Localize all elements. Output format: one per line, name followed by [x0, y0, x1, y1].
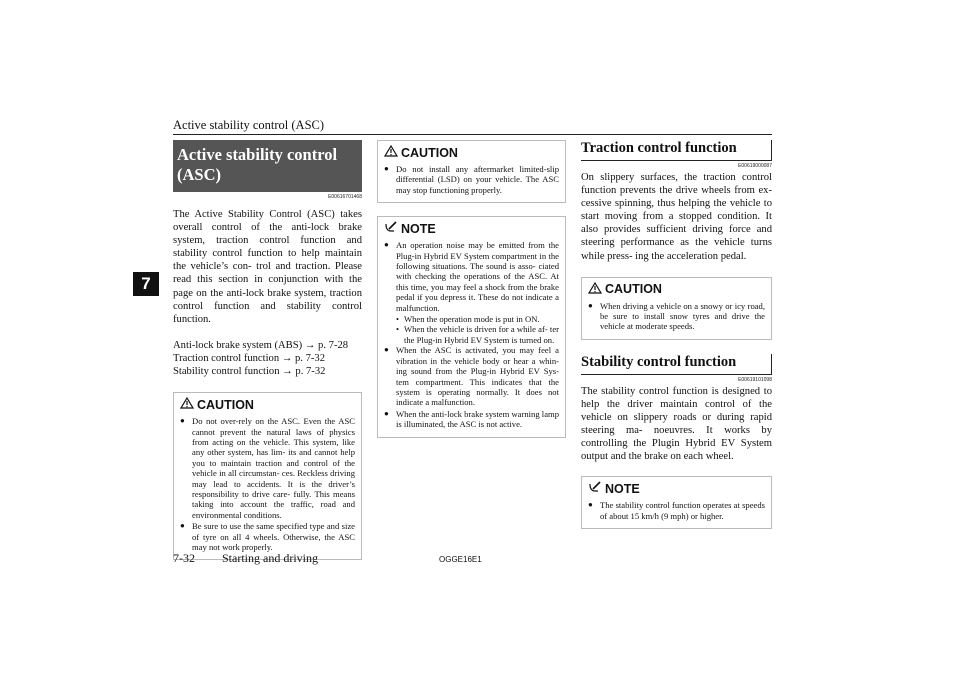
- caution-heading: [180, 397, 355, 412]
- sub-bullet-icon: •: [396, 324, 400, 335]
- caution-item: ● Do not install any aftermarket limited-slip differential (LSD) on your vehicle. The ASC may stop functioning properly.: [384, 164, 559, 195]
- note-item: ● When the anti-lock brake system warning lamp is illuminated, the ASC is not active.: [384, 408, 559, 430]
- document-code: OGGE16E1: [439, 555, 482, 564]
- title-tick: [771, 354, 772, 374]
- bullet-icon: ●: [384, 164, 389, 173]
- warning-triangle-icon: [180, 397, 194, 412]
- note-heading: [588, 481, 765, 496]
- middle-column: [377, 140, 566, 438]
- stability-paragraph: The stability control function is designed to help the driver maintain control of the vehicle on slippery roads or during rapid steering ma- noeuvres. It works by controlling the Plugin Hybrid EV System output and the brake on each wheel.: [581, 385, 772, 463]
- stability-title: Stability control function: [581, 354, 772, 375]
- caution-box: [377, 140, 566, 203]
- note-pen-icon: [384, 221, 398, 236]
- note-label: NOTE: [605, 481, 640, 496]
- bullet-icon: ●: [384, 240, 389, 250]
- reference-stability[interactable]: Stability control function → p. 7-32: [173, 366, 326, 378]
- note-heading: [384, 221, 559, 236]
- running-header: Active stability control (ASC): [173, 118, 325, 132]
- note-item: ● The stability control function operates at speeds of about 15 km/h (9 mph) or higher.: [588, 500, 765, 521]
- bullet-icon: ●: [588, 300, 593, 310]
- note-subitem: • When the operation mode is put in ON.: [396, 314, 540, 325]
- title-tick: [771, 140, 772, 160]
- traction-code: E00619000087: [738, 163, 772, 169]
- note-box: [581, 476, 772, 529]
- left-column: [173, 140, 362, 560]
- traction-paragraph: On slippery surfaces, the traction control function prevents the drive wheels from ex- cessive spinning, thus helping the vehicle to start moving from a stopped condition. It also provides sufficient driving force and steering performance as the vehicle turns while press- ing the acceleration pedal.: [581, 172, 772, 262]
- caution-box: [173, 392, 362, 560]
- note-item: ● When the ASC is activated, you may feel a vibration in the vehicle body or hear a whin- ing sound from the Plug-in Hybrid EV Sys- tem compartment. This indicates that the system is operating normally. It does not indicate a malfunction.: [384, 345, 559, 408]
- reference-list: [173, 339, 362, 378]
- bullet-icon: ●: [384, 345, 389, 355]
- caution-heading: [384, 145, 559, 160]
- intro-paragraph: The Active Stability Control (ASC) takes overall control of the anti-lock brake system, traction control function and stability control function to help maintain the vehicle’s con- trol and traction. Please read this section in conjunction with the page on the anti-lock brake system, traction control function and stability control function.: [173, 209, 362, 325]
- caution-item: ● Do not over-rely on the ASC. Even the ASC cannot prevent the natural laws of physics from acting on the vehicle. This system, like any other system, has lim- its and cannot help you to maintain traction and control of the vehicle in all circumstan- ces. Reckless driving may lead to accidents. It is the driver’s responsibility to drive care- fully. This means taking into account the traffic, road and environmental conditions.: [180, 416, 355, 520]
- caution-label: CAUTION: [197, 397, 254, 412]
- chapter-name: Starting and driving: [222, 551, 318, 565]
- caution-heading: [588, 282, 765, 297]
- note-box: [377, 216, 566, 437]
- reference-traction[interactable]: Traction control function → p. 7-32: [173, 352, 326, 364]
- traction-title: Traction control function: [581, 140, 772, 161]
- note-label: NOTE: [401, 221, 436, 236]
- header-rule: [173, 134, 772, 135]
- bullet-icon: ●: [180, 521, 185, 531]
- stability-code: E00619101098: [738, 376, 772, 383]
- right-column: [581, 140, 772, 529]
- reference-abs[interactable]: Anti-lock brake system (ABS) → p. 7-28: [173, 339, 349, 351]
- caution-label: CAUTION: [605, 282, 662, 297]
- caution-box: [581, 277, 772, 340]
- warning-triangle-icon: [384, 145, 398, 160]
- bullet-icon: ●: [588, 500, 593, 510]
- caution-item: ● Be sure to use the same specified type and size of tyre on all 4 wheels. Otherwise, the ASC may not work properly.: [180, 521, 355, 552]
- chapter-tab: 7: [133, 272, 159, 296]
- note-pen-icon: [588, 481, 602, 496]
- caution-label: CAUTION: [401, 145, 458, 160]
- sub-bullet-icon: •: [396, 314, 400, 325]
- section-code: E00616701468: [328, 194, 362, 200]
- note-item: ● An operation noise may be emitted from the Plug-in Hybrid EV System compartment in the following situations. The sound is asso- ciated with checking the operations of the ASC. At this time, you may feel a shock from the brake pedal if you depress it. These do not indicate a malfunction.: [384, 240, 559, 313]
- page-number: 7-32: [173, 551, 195, 565]
- caution-item: ● When driving a vehicle on a snowy or icy road, be sure to install snow tyres and drive the vehicle at moderate speeds.: [588, 300, 765, 332]
- section-title: Active stability control (ASC): [173, 140, 362, 192]
- warning-triangle-icon: [588, 282, 602, 297]
- bullet-icon: ●: [384, 408, 389, 418]
- note-subitem: • When the vehicle is driven for a while af- ter the Plug-in Hybrid EV System is turned on.: [396, 324, 559, 345]
- bullet-icon: ●: [180, 416, 185, 426]
